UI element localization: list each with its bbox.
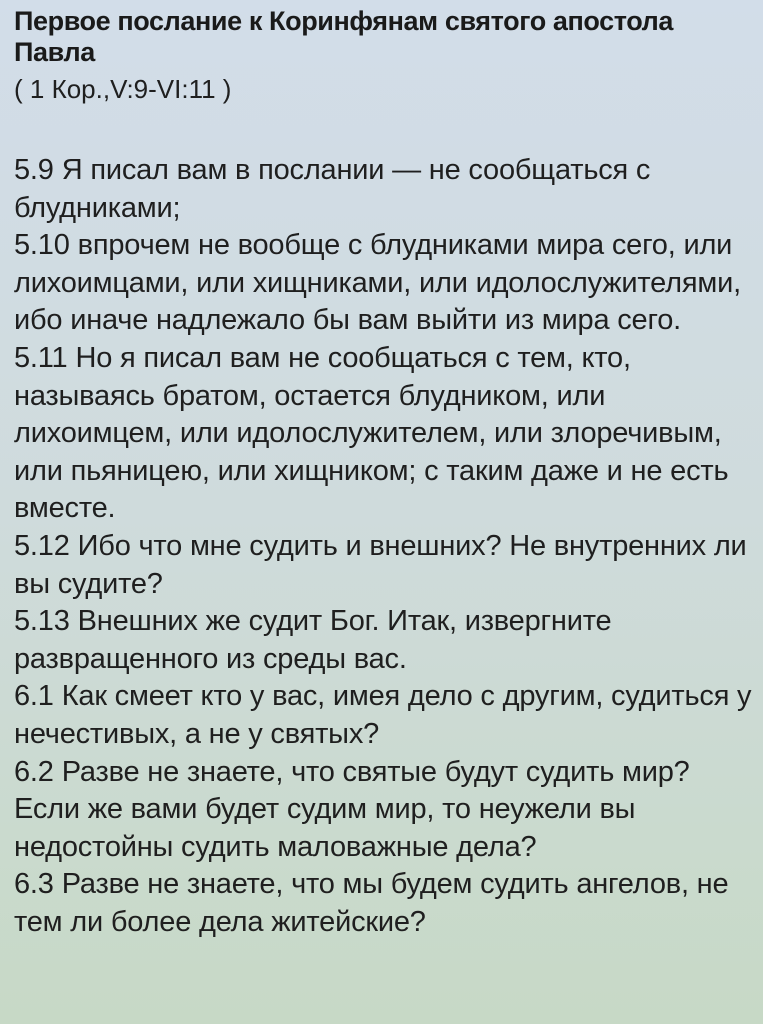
verse-text: Разве не знаете, что мы будем судить ангелов, не тем ли более дела житейские? bbox=[14, 868, 729, 938]
page-title: Первое послание к Коринфянам святого апостола Павла bbox=[14, 6, 674, 67]
verse bbox=[14, 528, 754, 603]
verse bbox=[14, 227, 754, 340]
verse-text: Я писал вам в послании — не сообщаться с блудниками; bbox=[14, 154, 651, 224]
verse-number: 6.1 bbox=[14, 680, 54, 713]
verse-text: Но я писал вам не сообщаться с тем, кто, называясь братом, остается блудником, или лихоимцем, или идолослужителем, или злоречивым, или пьяницею, или хищником; с таким даже и не есть вместе. bbox=[14, 341, 729, 525]
chapter-reference: ( 1 Кор.,V:9-VI:11 ) bbox=[14, 74, 232, 104]
verse-number: 5.9 bbox=[14, 154, 54, 186]
verse-text: впрочем не вообще с блудниками мира сего, или лихоимцами, или хищниками, или идолослужителями, ибо иначе надлежало бы вам выйти из мира сего. bbox=[14, 229, 741, 337]
verse-text: Как смеет кто у вас, имея дело с другим, судиться у нечестивых, а не у святых? bbox=[14, 680, 752, 750]
verse-text: Внешних же судит Бог. Итак, извергните развращенного из среды вас. bbox=[14, 605, 612, 675]
verse bbox=[14, 678, 754, 753]
verse-text: Разве не знаете, что святые будут судить мир? Если же вами будет судим мир, то неужели вы недостойны судить маловажные дела? bbox=[14, 755, 690, 863]
verse bbox=[14, 866, 754, 941]
verse-number: 6.2 bbox=[14, 755, 54, 788]
verse-number: 5.12 bbox=[14, 529, 70, 562]
verse-number: 5.10 bbox=[14, 229, 70, 262]
verse-list bbox=[14, 152, 754, 941]
verse-text: Ибо что мне судить и внешних? Не внутренних ли вы судите? bbox=[14, 529, 747, 600]
verse bbox=[14, 340, 754, 528]
verse-number: 5.13 bbox=[14, 605, 70, 638]
spacer bbox=[14, 106, 754, 152]
verse-number: 5.11 bbox=[14, 341, 68, 374]
verse bbox=[14, 754, 754, 867]
verse-number: 6.3 bbox=[14, 868, 54, 901]
verse bbox=[14, 603, 754, 678]
scripture-reader[interactable] bbox=[14, 6, 754, 941]
verse bbox=[14, 152, 754, 227]
